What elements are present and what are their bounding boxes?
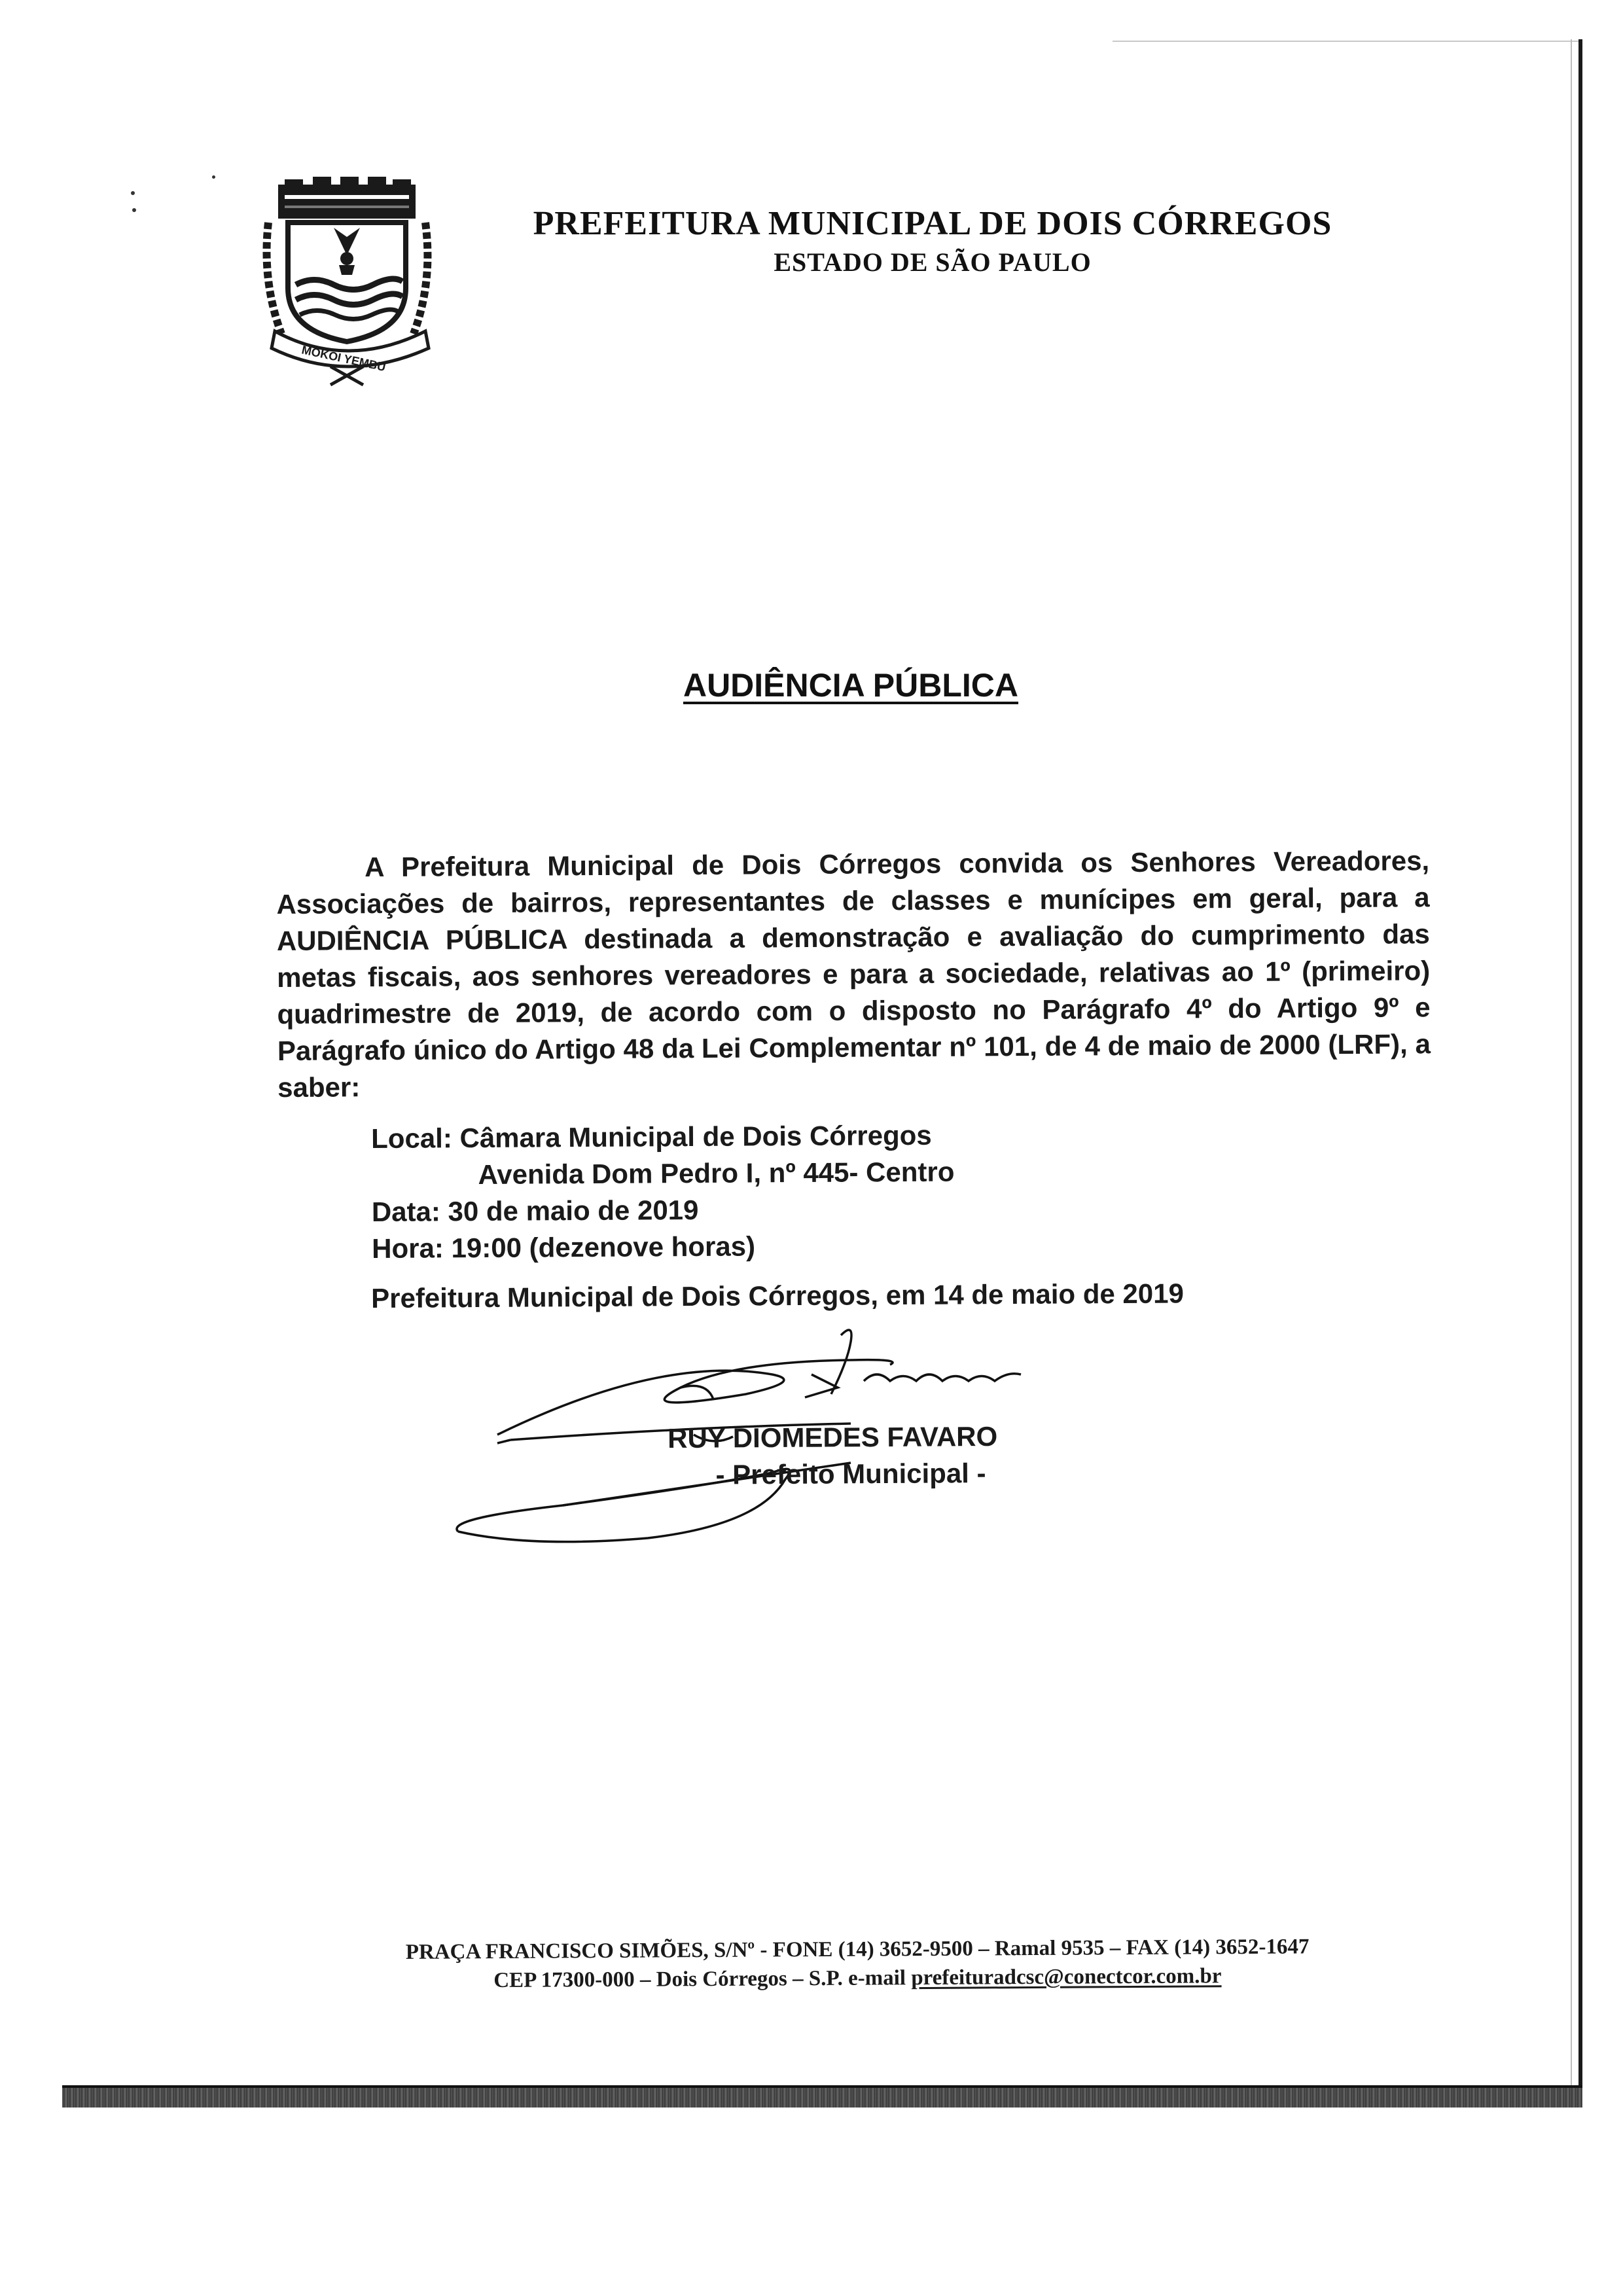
scan-edge-right-inner (1571, 39, 1572, 2094)
scan-speck (212, 175, 215, 179)
address-row: Avenida Dom Pedro I, nº 445- Centro (478, 1156, 955, 1191)
invitation-paragraph: A Prefeitura Municipal de Dois Córregos convida os Senhores Vereadores, Associações de bairros, representantes de classes e munícipes em geral, para a AUDIÊNCIA PÚBLICA destinada a demonstração e avaliação do cumprimento das metas fiscais, aos senhores vereadores e para a sociedade, relativas ao 1º (primeiro) quadrimestre de 2019, de acordo com o disposto no Parágrafo 4º do Artigo 9º e Parágrafo único do Artigo 48 da Lei Complementar nº 101, de 4 de maio de 2000 (LRF), a saber: (276, 845, 1431, 1103)
date-value: 30 de maio de 2019 (448, 1194, 699, 1227)
time-row (372, 1227, 955, 1267)
letterhead-title: PREFEITURA MUNICIPAL DE DOIS CÓRREGOS (533, 205, 1332, 242)
signer-role: - Prefeito Municipal - (715, 1458, 986, 1490)
date-label: Data: (371, 1196, 441, 1227)
municipal-crest (262, 177, 445, 386)
time-label: Hora: (372, 1232, 444, 1264)
location-value: Câmara Municipal de Dois Córregos (459, 1119, 932, 1154)
signer-name: RUY DIOMEDES FAVARO (668, 1420, 998, 1454)
letterhead-subtitle: ESTADO DE SÃO PAULO (774, 247, 1092, 277)
footer-address: PRAÇA FRANCISCO SIMÕES, S/Nº - FONE (14) 3652-9500 – Ramal 9535 – FAX (14) 3652-1647 (405, 1935, 1310, 1964)
footer-cep: CEP 17300-000 – Dois Córregos – S.P. e-mail (493, 1966, 906, 1993)
scan-speck (131, 191, 135, 195)
event-details (371, 1117, 955, 1267)
scan-speck (132, 208, 136, 212)
location-row (371, 1117, 954, 1157)
time-value: 19:00 (dezenove horas) (451, 1230, 756, 1264)
signer-block (668, 1418, 998, 1494)
location-label: Local: (371, 1122, 452, 1154)
crest-motto: MOKOI YEMBU (300, 343, 387, 374)
scan-edge-right (1578, 39, 1582, 2094)
footer-email-link[interactable]: prefeituradcsc@conectcor.com.br (911, 1964, 1222, 1990)
date-row (372, 1191, 955, 1230)
scan-edge-top (1113, 41, 1578, 42)
place-date-line: Prefeitura Municipal de Dois Córregos, em 14 de maio de 2019 (371, 1278, 1185, 1314)
scan-edge-bottom (62, 2088, 1582, 2108)
document-title: AUDIÊNCIA PÚBLICA (683, 667, 1019, 704)
footer (281, 1931, 1434, 1996)
letterhead (458, 203, 1407, 280)
